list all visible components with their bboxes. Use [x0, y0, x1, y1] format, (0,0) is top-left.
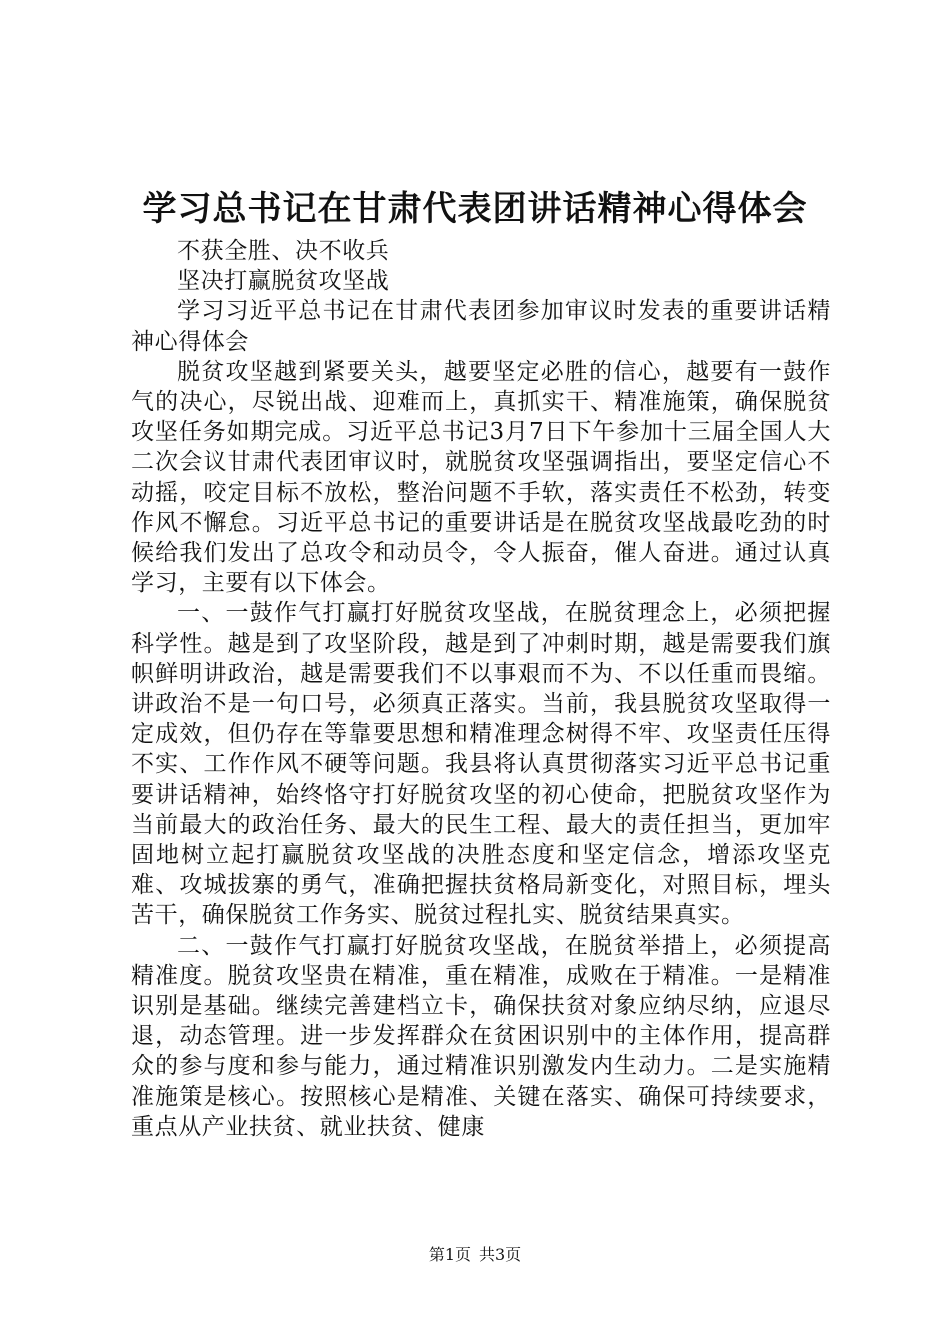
subtitle-line-3: 学习习近平总书记在甘肃代表团参加审议时发表的重要讲话精神心得体会 — [131, 298, 831, 355]
page-number: 第1页 — [428, 1245, 471, 1264]
subtitle-line-2: 坚决打赢脱贫攻坚战 — [177, 268, 390, 295]
page-footer — [0, 1244, 950, 1266]
body-paragraph-section-1: 一、一鼓作气打赢打好脱贫攻坚战，在脱贫理念上，必须把握科学性。越是到了攻坚阶段，越是到了冲刺时期，越是需要我们旗帜鲜明讲政治，越是需要我们不以事艰而不为、不以任重而畏缩。讲政治不是一句口号，必须真正落实。当前，我县脱贫攻坚取得一定成效，但仍存在等靠要思想和精准理念树得不牢、攻坚责任压得不实、工作作风不硬等问题。我县将认真贯彻落实习近平总书记重要讲话精神，始终恪守打好脱贫攻坚的初心使命，把脱贫攻坚作为当前最大的政治任务、最大的民生工程、最大的责任担当，更加牢固地树立起打赢脱贫攻坚战的决胜态度和坚定信念，增添攻坚克难、攻城拔寨的勇气，准确把握扶贫格局新变化，对照目标，埋头苦干，确保脱贫工作务实、脱贫过程扎实、脱贫结果真实。 — [131, 600, 831, 929]
body-paragraph-intro: 脱贫攻坚越到紧要关头，越要坚定必胜的信心，越要有一鼓作气的决心，尽锐出战、迎难而上，真抓实干、精准施策，确保脱贫攻坚任务如期完成。习近平总书记3月7日下午参加十三届全国人大二次会议甘肃代表团审议时，就脱贫攻坚强调指出，要坚定信心不动摇，咬定目标不放松，整治问题不手软，落实责任不松劲，转变作风不懈怠。习近平总书记的重要讲话是在脱贫攻坚战最吃劲的时候给我们发出了总攻令和动员令，令人振奋，催人奋进。通过认真学习，主要有以下体会。 — [131, 358, 831, 597]
document-title: 学习总书记在甘肃代表团讲话精神心得体会 — [142, 189, 808, 229]
subtitle-line-1: 不获全胜、决不收兵 — [177, 238, 390, 264]
page-total: 共3页 — [479, 1245, 522, 1264]
body-paragraph-section-2: 二、一鼓作气打赢打好脱贫攻坚战，在脱贫举措上，必须提高精准度。脱贫攻坚贵在精准，重在精准，成败在于精准。一是精准识别是基础。继续完善建档立卡，确保扶贫对象应纳尽纳，应退尽退，动态管理。进一步发挥群众在贫困识别中的主体作用，提高群众的参与度和参与能力，通过精准识别激发内生动力。二是实施精准施策是核心。按照核心是精准、关键在落实、确保可持续要求，重点从产业扶贫、就业扶贫、健康 — [131, 932, 831, 1140]
document-body — [131, 236, 831, 1142]
